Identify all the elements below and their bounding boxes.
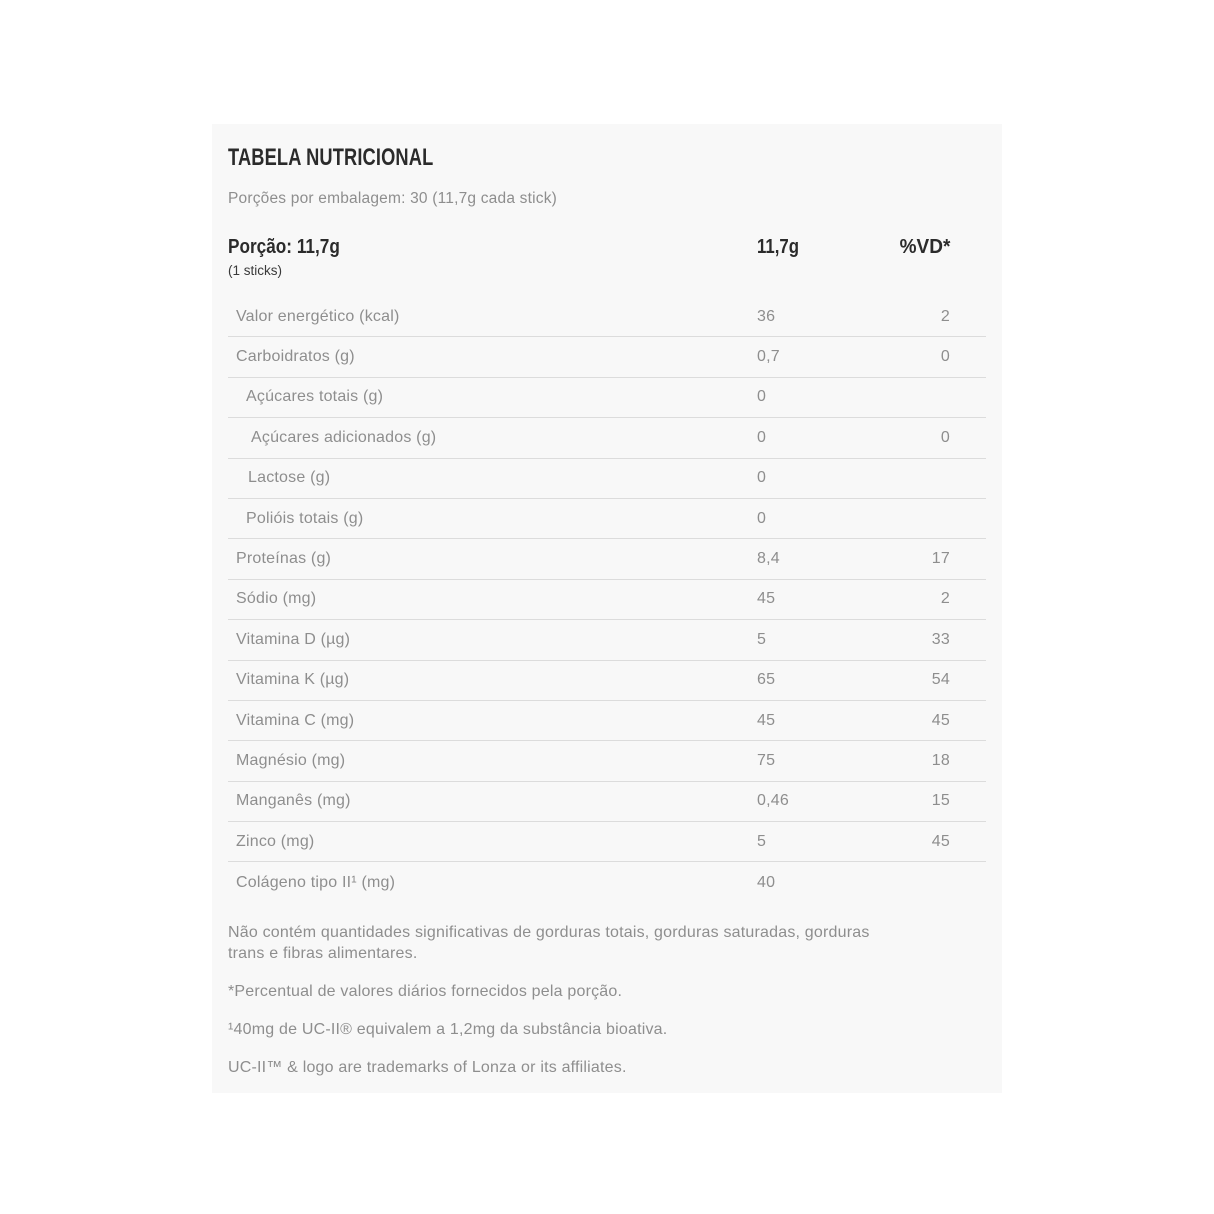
- nutrient-label: Carboidratos (g): [236, 348, 355, 366]
- nutrient-dv: 54: [931, 671, 950, 689]
- portion-header: [228, 237, 757, 279]
- nutrient-label: Açúcares adicionados (g): [251, 428, 437, 446]
- portion-label: Porção: 11,7g: [228, 236, 340, 258]
- nutrient-dv: 0: [940, 348, 950, 366]
- nutrient-amount: 5: [757, 832, 767, 850]
- nutrient-label: Colágeno tipo II¹ (mg): [236, 873, 396, 891]
- nutrient-amount: 0: [757, 469, 767, 487]
- amount-column-header: [757, 237, 846, 257]
- nutrient-dv: 0: [940, 428, 950, 446]
- nutrient-row-vitamina-d: [228, 620, 986, 660]
- dv-column-header-text: %VD*: [899, 236, 950, 258]
- nutrient-label: Valor energético (kcal): [236, 307, 400, 325]
- footnote-daily-values: *Percentual de valores diários fornecidos pela porção.: [228, 982, 623, 1000]
- footnote-no-significant-amounts: Não contém quantidades significativas de gorduras totais, gorduras saturadas, gorduras trans e fibras alimentares.: [228, 923, 870, 962]
- nutrient-label: Zinco (mg): [236, 832, 315, 850]
- nutrient-amount: 5: [757, 630, 767, 648]
- nutrient-dv: 2: [940, 590, 950, 608]
- nutrient-dv: 2: [940, 307, 950, 325]
- nutrient-amount: 0,46: [757, 792, 789, 810]
- servings-per-package: Porções por embalagem: 30 (11,7g cada stick): [228, 190, 558, 207]
- nutrient-label: Proteínas (g): [236, 550, 332, 568]
- nutrient-amount: 8,4: [757, 550, 780, 568]
- nutrient-amount: 45: [757, 711, 776, 729]
- nutrient-row-acucares-adicionados: [228, 418, 986, 458]
- nutrient-amount: 75: [757, 751, 776, 769]
- nutrient-label: Vitamina C (mg): [236, 711, 355, 729]
- nutrient-dv: 18: [931, 751, 950, 769]
- nutrient-label: Lactose (g): [248, 469, 331, 487]
- nutrient-dv: 45: [931, 832, 950, 850]
- nutrient-amount: 40: [757, 873, 776, 891]
- amount-column-header-text: 11,7g: [757, 236, 800, 258]
- nutrient-amount: 45: [757, 590, 776, 608]
- nutrient-row-vitamina-k: [228, 661, 986, 701]
- nutrient-row-manganes: [228, 782, 986, 822]
- panel-title: TABELA NUTRICIONAL: [228, 144, 434, 171]
- nutrient-label: Vitamina K (µg): [236, 671, 350, 689]
- nutrient-row-magnesio: [228, 741, 986, 781]
- nutrient-label: Polióis totais (g): [246, 509, 364, 527]
- nutrient-amount: 36: [757, 307, 776, 325]
- nutrient-dv: 33: [931, 630, 950, 648]
- footnote-ucii-trademark: UC-II™ & logo are trademarks of Lonza or its affiliates.: [228, 1058, 627, 1076]
- portion-sub-label: (1 sticks): [228, 263, 282, 278]
- nutrient-row-proteinas: [228, 539, 986, 579]
- nutrient-dv: 17: [931, 550, 950, 568]
- footnotes: [228, 922, 986, 1078]
- nutrient-table: [228, 297, 986, 903]
- footnote-ucii-equivalence: ¹40mg de UC-II® equivalem a 1,2mg da substância bioativa.: [228, 1020, 668, 1038]
- dv-column-header: [846, 237, 986, 257]
- nutrient-label: Manganês (mg): [236, 792, 351, 810]
- nutrient-row-lactose: [228, 459, 986, 499]
- nutrient-label: Açúcares totais (g): [246, 388, 384, 406]
- nutrient-row-colageno-tipo-ii: [228, 862, 986, 902]
- nutrient-row-poliois-totais: [228, 499, 986, 539]
- nutrient-amount: 0: [757, 428, 767, 446]
- nutrient-amount: 0,7: [757, 348, 780, 366]
- nutrient-row-zinco: [228, 822, 986, 862]
- nutrient-label: Sódio (mg): [236, 590, 317, 608]
- table-header-row: [228, 237, 986, 279]
- nutrient-label: Magnésio (mg): [236, 751, 346, 769]
- nutrient-row-vitamina-c: [228, 701, 986, 741]
- nutrient-row-carboidratos: [228, 337, 986, 377]
- nutrient-row-acucares-totais: [228, 378, 986, 418]
- nutrient-label: Vitamina D (µg): [236, 630, 351, 648]
- nutrient-amount: 0: [757, 509, 767, 527]
- nutrient-dv: 15: [931, 792, 950, 810]
- nutrient-amount: 0: [757, 388, 767, 406]
- nutrient-row-sodio: [228, 580, 986, 620]
- nutrient-amount: 65: [757, 671, 776, 689]
- nutrient-dv: 45: [931, 711, 950, 729]
- nutrition-panel: [212, 124, 1002, 1093]
- nutrient-row-valor-energetico: [228, 297, 986, 337]
